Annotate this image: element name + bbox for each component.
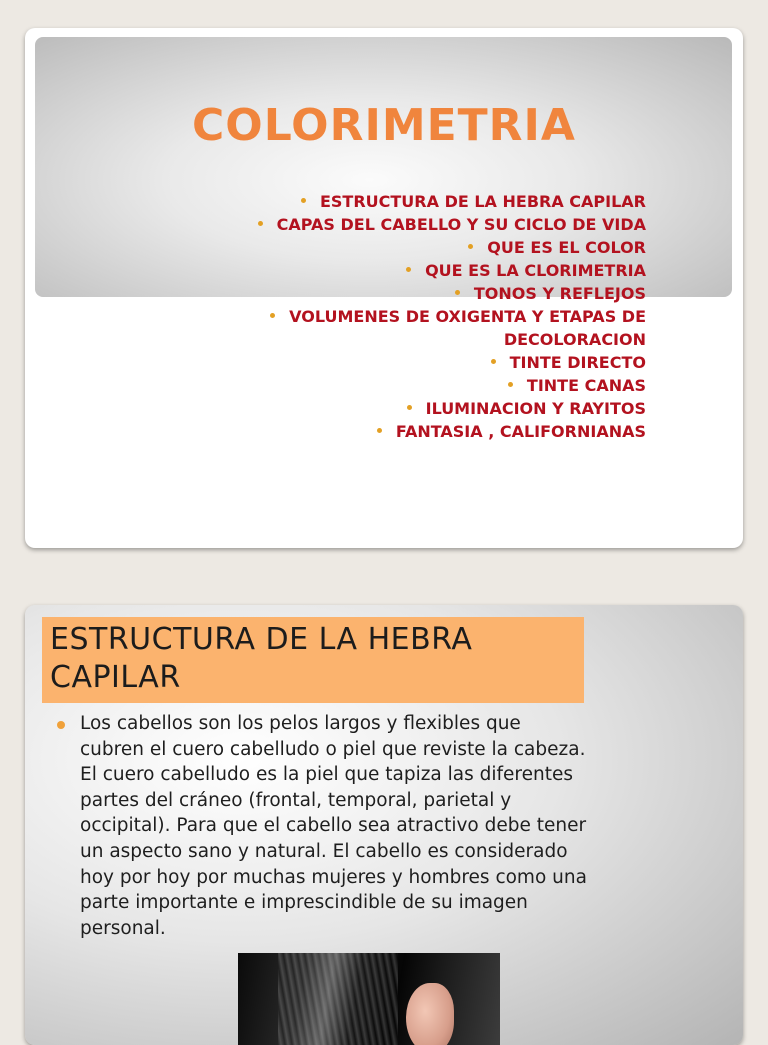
section-heading-line-1: ESTRUCTURA DE LA HEBRA [50,622,473,657]
bullet-dot-icon [491,359,496,364]
topic-item-label: TINTE DIRECTO [509,353,646,372]
topic-item-label: FANTASIA , CALIFORNIANAS [395,422,646,441]
bullet-dot-icon [301,198,306,203]
bullet-dot-icon [508,382,513,387]
topic-item [126,420,646,443]
topic-item [126,236,646,259]
section-heading-line-2: CAPILAR [50,660,181,695]
topic-item-label: QUE ES LA CLORIMETRIA [425,261,646,280]
topic-item [126,190,646,213]
slide-hair-structure [25,605,743,1045]
topic-item [126,305,646,351]
topic-item-label: TINTE CANAS [526,376,646,395]
topic-item-label: CAPAS DEL CABELLO Y SU CICLO DE VIDA [276,215,646,234]
topic-item [126,282,646,305]
bullet-dot-icon [270,313,275,318]
topic-item [126,259,646,282]
bullet-dot-icon [406,267,411,272]
paragraph-item [49,711,589,941]
face-shape [406,983,454,1045]
bullet-dot-icon [57,721,65,729]
bullet-dot-icon [258,221,263,226]
section-heading-band [42,617,584,703]
hair-sheen-shape [278,953,398,1045]
topic-item-label: ESTRUCTURA DE LA HEBRA CAPILAR [319,192,646,211]
hair-model-photo [238,953,500,1045]
topic-item [126,374,646,397]
section-heading [42,617,584,701]
topic-item-label: QUE ES EL COLOR [487,238,646,257]
bullet-dot-icon [407,405,412,410]
topic-item [126,213,646,236]
bullet-dot-icon [377,428,382,433]
topic-item [126,351,646,374]
slide-title-heading: COLORIMETRIA [192,100,576,151]
paragraph-list [49,711,589,941]
bullet-dot-icon [455,290,460,295]
topic-item-label: TONOS Y REFLEJOS [473,284,646,303]
topic-item [126,397,646,420]
topic-item-label: ILUMINACION Y RAYITOS [425,399,646,418]
topic-item-label: VOLUMENES DE OXIGENTA Y ETAPAS DE [289,307,646,326]
topic-item-label-continuation: DECOLORACION [503,330,646,349]
paragraph-text: Los cabellos son los pelos largos y flexibles que cubren el cuero cabelludo o piel que reviste la cabeza. El cuero cabelludo es la piel que tapiza las diferentes partes del cráneo (frontal, temporal, parietal y occipital). Para que el cabello sea atractivo debe tener un aspecto sano y natural. El cabello es considerado hoy por hoy por muchas mujeres y hombres como una parte importante e imprescindible de su imagen personal. [80,713,587,939]
bullet-dot-icon [468,244,473,249]
slide-title [25,28,743,548]
topic-list [126,190,646,443]
